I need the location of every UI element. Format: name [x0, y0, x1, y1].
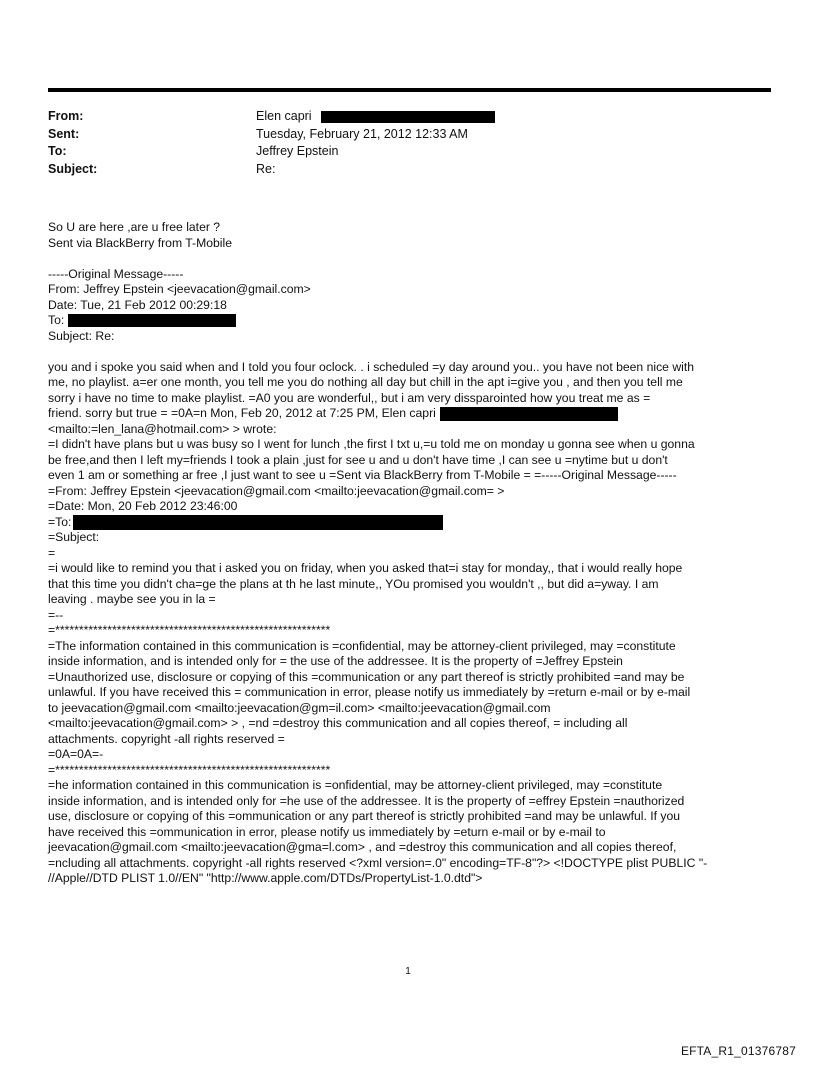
body-line: =The information contained in this communication is =confidential, may be attorney-client privileged, may =constitute [48, 638, 676, 653]
from-value: Elen capri [256, 108, 495, 126]
body-line: =0A=0A=- [48, 747, 104, 761]
body-line: =ncluding all attachments. copyright -all rights reserved <?xml version=.0" encoding=TF-8"?> <!DOCTYPE plist PUBLIC "- [48, 855, 708, 870]
body-line: that this time you didn't cha=ge the plans at th he last minute,, YOu promised you wouldn't ,, but did a=yway. I am [48, 576, 659, 591]
sent-value: Tuesday, February 21, 2012 12:33 AM [256, 126, 468, 141]
body-line: have received this =ommunication in error, please notify us immediately by =eturn e-mail or by e-mail to [48, 824, 606, 839]
body-line: =Subject: [48, 530, 100, 544]
body-line: =Unauthorized use, disclosure or copying of this =communication or any part thereof is strictly prohibited =and may be [48, 669, 685, 684]
page-number: 1 [405, 966, 411, 977]
body-line: =i would like to remind you that i asked you on friday, when you asked that=i stay for monday,, that i would really hope [48, 561, 683, 575]
header-rule [48, 88, 771, 92]
subject-row [48, 161, 495, 179]
sent-label: Sent: [48, 126, 80, 141]
body-line: use, disclosure or copying of this =ommunication or any part thereof is strictly prohibited =and may be unlawful. If you [48, 809, 681, 823]
body-line: jeevacation@gmail.com <mailto:jeevacation@gma=l.com> , and =destroy this communication and all copies thereof, [48, 840, 677, 854]
body-line: =To: [48, 515, 778, 531]
body-line: =he information contained in this communication is =onfidential, may be attorney-client privileged, may =constitute [48, 778, 663, 792]
email-body [48, 220, 778, 887]
body-line: inside information, and is intended only for = the use of the addressee. It is the property of =Jeffrey Epstein [48, 654, 623, 668]
body-line: =-- [48, 607, 64, 622]
body-line: =I didn't have plans but u was busy so I went for lunch ,the first I txt u,=u told me on monday u gonna see when u gonna [48, 437, 695, 451]
redaction-block [68, 314, 236, 327]
body-line: = [48, 545, 56, 560]
body-line: Subject: Re: [48, 328, 115, 343]
to-label: To: [48, 144, 67, 158]
to-row [48, 143, 495, 161]
to-value: Jeffrey Epstein [256, 144, 339, 158]
body-line: leaving . maybe see you in la = [48, 592, 216, 606]
redaction-block [321, 111, 495, 123]
to-line: To: [48, 313, 778, 329]
from-row [48, 108, 495, 126]
body-line: =From: Jeffrey Epstein <jeevacation@gmail.com <mailto:jeevacation@gmail.com= > [48, 483, 505, 498]
body-line: =********************************************************** [48, 623, 331, 637]
body-line: =********************************************************** [48, 762, 331, 777]
email-header [48, 108, 495, 178]
body-line: be free,and then I left my=friends I took a plain ,just for see u and u don't have time ,I can see u =nytime but u don't [48, 452, 668, 467]
body-line: to jeevacation@gmail.com <mailto:jeevacation@gm=il.com> <mailto:jeevacation@gmail.com [48, 700, 551, 715]
body-line: From: Jeffrey Epstein <jeevacation@gmail.com> [48, 282, 311, 296]
sent-row [48, 126, 495, 144]
body-line: Date: Tue, 21 Feb 2012 00:29:18 [48, 297, 227, 312]
body-line: Sent via BlackBerry from T-Mobile [48, 235, 233, 250]
body-line: friend. sorry but true = =0A=n Mon, Feb 20, 2012 at 7:25 PM, Elen capri [48, 406, 778, 422]
from-label: From: [48, 109, 84, 123]
redaction-block [73, 515, 443, 530]
redaction-block [440, 407, 618, 421]
subject-value: Re: [256, 161, 276, 176]
body-line: sorry i have no time to make playlist. =A0 you are wonderful,, but i am very dissparointed how you treat me as = [48, 390, 651, 405]
bates-number: EFTA_R1_01376787 [680, 1044, 796, 1058]
body-line: unlawful. If you have received this = communication in error, please notify us immediately by =return e-mail or by e-mail [48, 685, 691, 699]
body-line: you and i spoke you said when and I told you four oclock. . i scheduled =y day around you.. you have not been nice with [48, 359, 695, 374]
body-line: <mailto:jeevacation@gmail.com> > , =nd =destroy this communication and all copies thereof, = including all [48, 716, 628, 730]
body-line: //Apple//DTD PLIST 1.0//EN" "http://www.apple.com/DTDs/PropertyList-1.0.dtd"> [48, 871, 483, 885]
body-line: -----Original Message----- [48, 266, 184, 281]
body-line: <mailto:=len_lana@hotmail.com> > wrote: [48, 421, 277, 436]
subject-label: Subject: [48, 161, 98, 176]
body-line: =Date: Mon, 20 Feb 2012 23:46:00 [48, 499, 238, 513]
body-line: attachments. copyright -all rights reserved = [48, 731, 285, 746]
body-line: inside information, and is intended only for =he use of the addressee. It is the property of =effrey Epstein =nauthorized [48, 793, 685, 808]
body-line: me, no playlist. a=er one month, you tell me you do nothing all day but chill in the apt i=give you , and then you tell me [48, 375, 683, 389]
body-line: So U are here ,are u free later ? [48, 220, 221, 234]
body-line: even 1 am or something ar free ,I just want to see u =Sent via BlackBerry from T-Mobile = =-----Original Message----- [48, 468, 677, 482]
